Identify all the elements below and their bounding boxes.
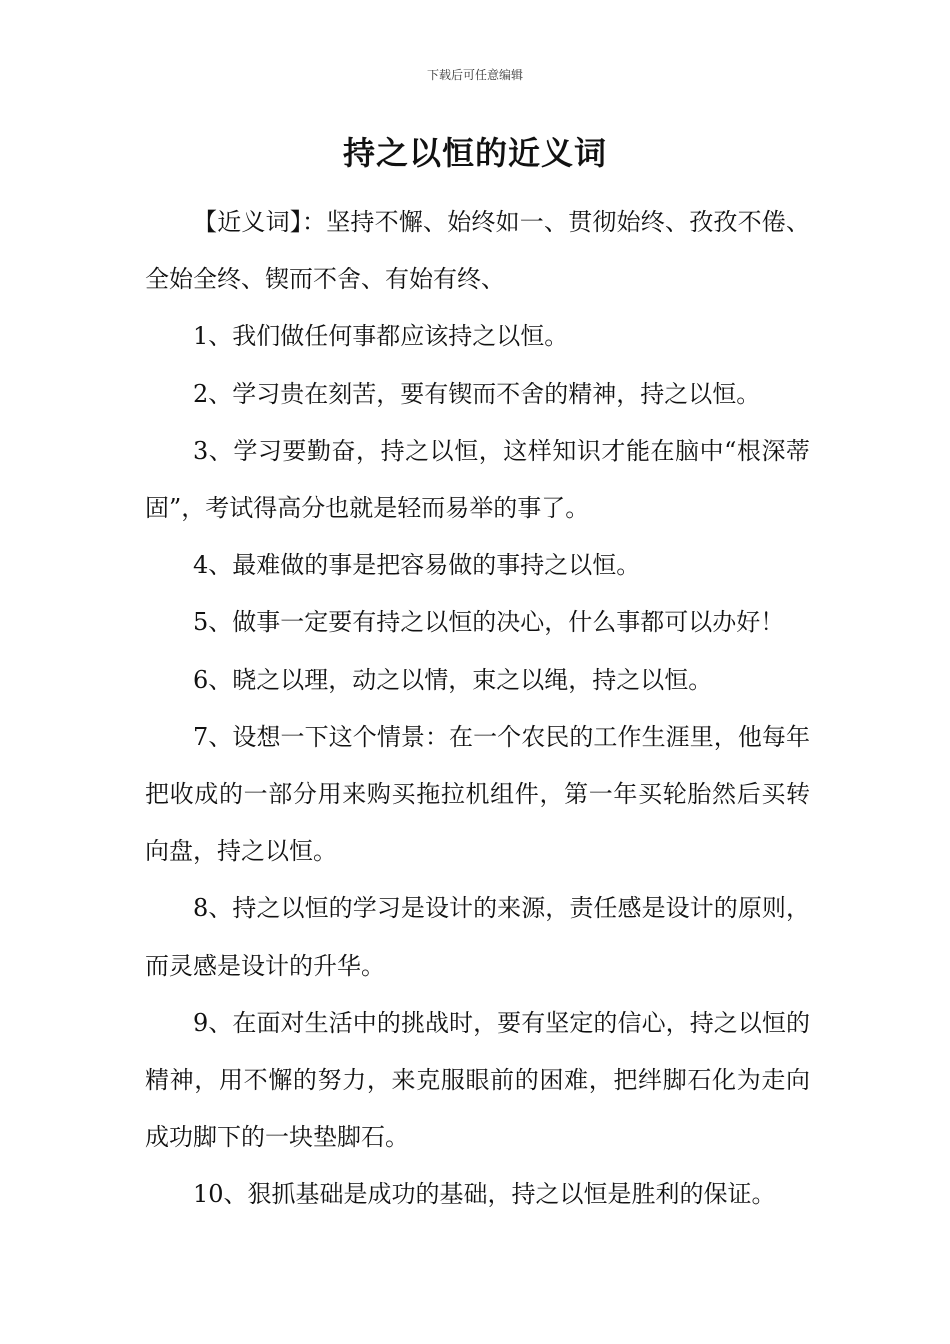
- paragraph-synonyms: 【近义词】：坚持不懈、始终如一、贯彻始终、孜孜不倦、全始全终、锲而不舍、有始有终、: [145, 208, 810, 294]
- paragraph-example-2: 2、学习贵在刻苦，要有锲而不舍的精神，持之以恒。: [193, 379, 761, 408]
- paragraph-example-8: 8、持之以恒的学习是设计的来源，责任感是设计的原则，而灵感是设计的升华。: [145, 894, 810, 980]
- document-title: 持之以恒的近义词: [342, 134, 607, 172]
- paragraph-example-5: 5、做事一定要有持之以恒的决心，什么事都可以办好！: [193, 608, 785, 637]
- paragraph-example-4: 4、最难做的事是把容易做的事持之以恒。: [193, 551, 641, 580]
- paragraph-example-10: 10、狠抓基础是成功的基础，持之以恒是胜利的保证。: [193, 1180, 776, 1209]
- header-note: 下载后可任意编辑: [426, 68, 523, 82]
- paragraph-example-3: 3、学习要勤奋，持之以恒，这样知识才能在脑中“根深蒂固”，考试得高分也就是轻而易举的事了。: [145, 436, 810, 523]
- document-body: [145, 194, 810, 1224]
- paragraph-example-7: 7、设想一下这个情景：在一个农民的工作生涯里，他每年把收成的一部分用来购买拖拉机组件，第一年买轮胎然后买转向盘，持之以恒。: [145, 722, 810, 866]
- paragraph-example-9: 9、在面对生活中的挑战时，要有坚定的信心，持之以恒的精神，用不懈的努力，来克服眼前的困难，把绊脚石化为走向成功脚下的一块垫脚石。: [145, 1008, 810, 1152]
- paragraph-example-1: 1、我们做任何事都应该持之以恒。: [193, 322, 569, 351]
- paragraph-example-6: 6、晓之以理，动之以情，束之以绳，持之以恒。: [193, 665, 713, 694]
